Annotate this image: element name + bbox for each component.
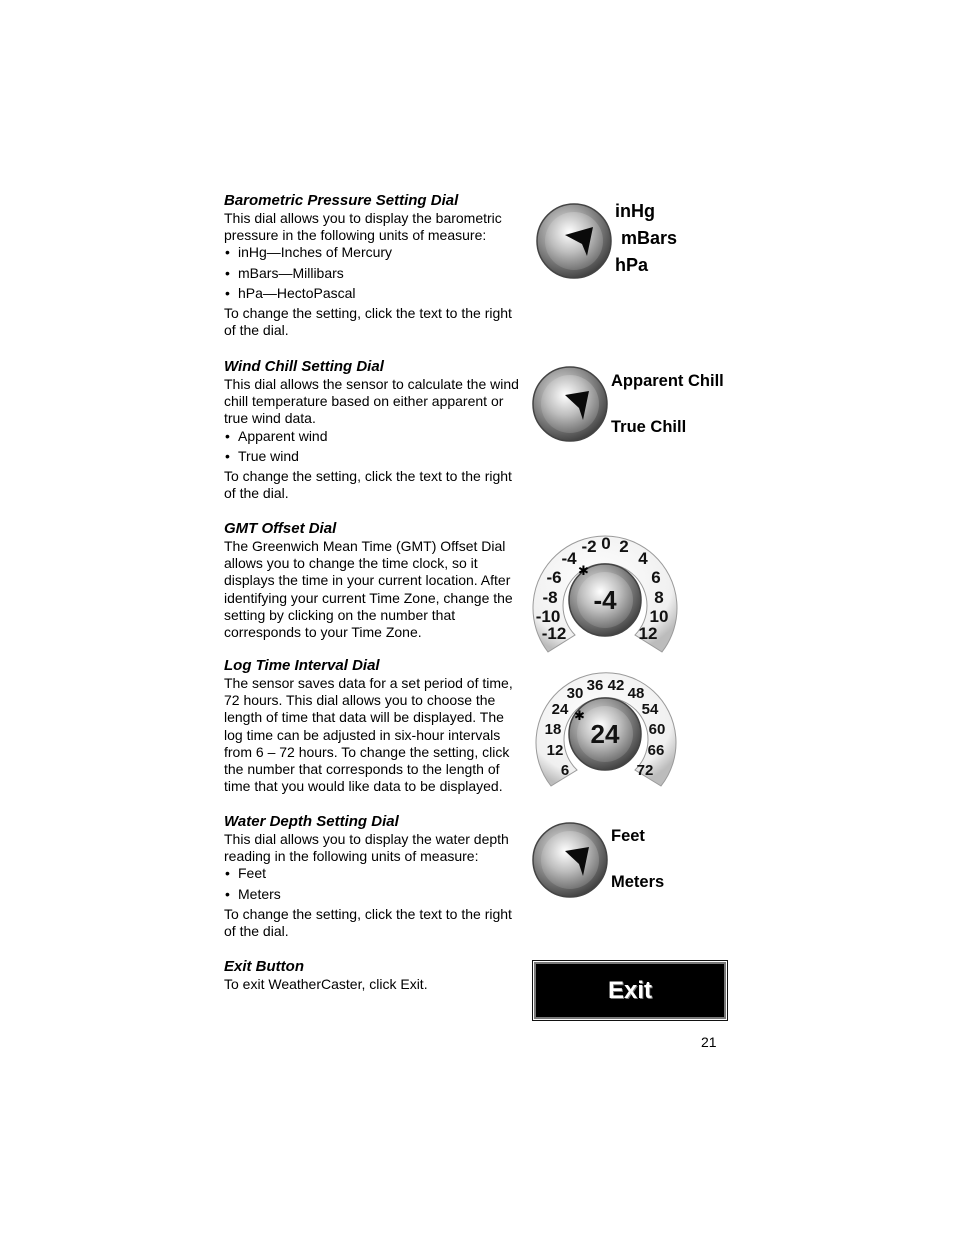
exit-section: [224, 958, 524, 993]
gmt-tick[interactable]: -4: [561, 549, 577, 568]
gmt-tick[interactable]: -6: [546, 568, 562, 587]
gmt-section: [224, 520, 524, 641]
windchill-description: This dial allows the sensor to calculate the wind chill temperature based on either apparent or true wind data.: [224, 376, 519, 427]
exit-title: Exit Button: [224, 958, 304, 975]
gmt-offset-dial[interactable]: [530, 527, 680, 659]
indicator-dot-icon: ✱: [574, 708, 585, 723]
gmt-tick[interactable]: -12: [541, 624, 567, 643]
list-item: • Apparent wind: [224, 428, 524, 445]
list-item: • True wind: [224, 448, 524, 465]
logtime-interval-dial[interactable]: [531, 664, 681, 794]
gmt-description: The Greenwich Mean Time (GMT) Offset Dial allows you to change the time clock, so it displays the time in your current location. After identifying your current Time Zone, change the setting by clicking on the number that corresponds to your Time Zone.: [224, 538, 513, 641]
windchill-instruction: To change the setting, click the text to the right of the dial.: [224, 468, 512, 502]
list-item: • hPa—HectoPascal: [224, 285, 524, 302]
logtime-tick[interactable]: 42: [607, 677, 625, 694]
gmt-tick[interactable]: 6: [651, 568, 661, 587]
barometric-option-hpa[interactable]: hPa: [615, 255, 649, 275]
logtime-current-value: 24: [590, 719, 620, 749]
barometric-section: [224, 192, 524, 339]
logtime-tick[interactable]: 18: [544, 721, 562, 738]
waterdepth-dial-knob[interactable]: [531, 821, 609, 899]
exit-description: To exit WeatherCaster, click Exit.: [224, 976, 428, 992]
page-number: 21: [701, 1034, 717, 1050]
gmt-title: GMT Offset Dial: [224, 520, 337, 537]
logtime-tick[interactable]: 36: [586, 677, 604, 694]
logtime-tick[interactable]: 72: [636, 762, 654, 779]
windchill-option-apparent[interactable]: Apparent Chill: [611, 372, 724, 390]
windchill-section: [224, 358, 524, 502]
logtime-tick[interactable]: 66: [647, 742, 665, 759]
windchill-title: Wind Chill Setting Dial: [224, 358, 384, 375]
waterdepth-instruction: To change the setting, click the text to the right of the dial.: [224, 905, 512, 940]
gmt-tick[interactable]: 2: [619, 537, 629, 556]
gmt-tick[interactable]: -2: [581, 537, 597, 556]
logtime-tick[interactable]: 12: [546, 742, 564, 759]
exit-button[interactable]: Exit: [534, 962, 726, 1019]
logtime-tick[interactable]: 24: [551, 701, 569, 718]
windchill-dial-knob[interactable]: [531, 365, 609, 443]
logtime-tick[interactable]: 30: [566, 685, 584, 702]
waterdepth-option-feet[interactable]: Feet: [611, 827, 645, 845]
barometric-instruction: To change the setting, click the text to the right of the dial.: [224, 305, 512, 339]
gmt-tick[interactable]: 10: [649, 607, 669, 626]
logtime-section: [224, 657, 524, 795]
gmt-tick[interactable]: -8: [542, 588, 558, 607]
list-item: • mBars—Millibars: [224, 265, 524, 282]
windchill-option-list: [224, 428, 524, 465]
gmt-tick[interactable]: 4: [638, 549, 648, 568]
waterdepth-option-meters[interactable]: Meters: [611, 873, 665, 891]
list-item: • Feet: [224, 865, 524, 882]
waterdepth-section: [224, 813, 524, 940]
gmt-tick[interactable]: -10: [535, 607, 561, 626]
waterdepth-title: Water Depth Setting Dial: [224, 813, 399, 830]
gmt-tick[interactable]: 0: [601, 534, 611, 553]
barometric-option-inhg[interactable]: inHg: [615, 201, 655, 221]
list-item: • Meters: [224, 886, 524, 903]
logtime-title: Log Time Interval Dial: [224, 657, 380, 674]
gmt-current-value: -4: [593, 585, 617, 615]
gmt-tick[interactable]: 8: [654, 588, 664, 607]
barometric-dial-knob[interactable]: [535, 202, 613, 280]
barometric-description: This dial allows you to display the barometric pressure in the following units of measure:: [224, 210, 502, 244]
waterdepth-unit-list: [224, 865, 524, 902]
barometric-unit-list: [224, 244, 524, 302]
indicator-dot-icon: ✱: [578, 563, 589, 578]
waterdepth-description: This dial allows you to display the water depth reading in the following units of measure:: [224, 831, 509, 865]
windchill-option-true[interactable]: True Chill: [611, 418, 687, 436]
gmt-tick[interactable]: 12: [638, 624, 658, 643]
logtime-tick[interactable]: 60: [648, 721, 666, 738]
barometric-option-mbars[interactable]: mBars: [621, 228, 678, 248]
logtime-tick[interactable]: 6: [560, 762, 570, 779]
logtime-description: The sensor saves data for a set period of time, 72 hours. This dial allows you to choose the length of time that data will be displayed. The log time can be adjusted in six-hour intervals from 6 – 72 hours. To change the setting, click the number that corresponds to the length of time that you would like data to be displayed.: [224, 675, 513, 795]
barometric-title: Barometric Pressure Setting Dial: [224, 192, 459, 209]
list-item: • inHg—Inches of Mercury: [224, 244, 524, 261]
logtime-tick[interactable]: 48: [627, 685, 645, 702]
logtime-tick[interactable]: 54: [641, 701, 659, 718]
